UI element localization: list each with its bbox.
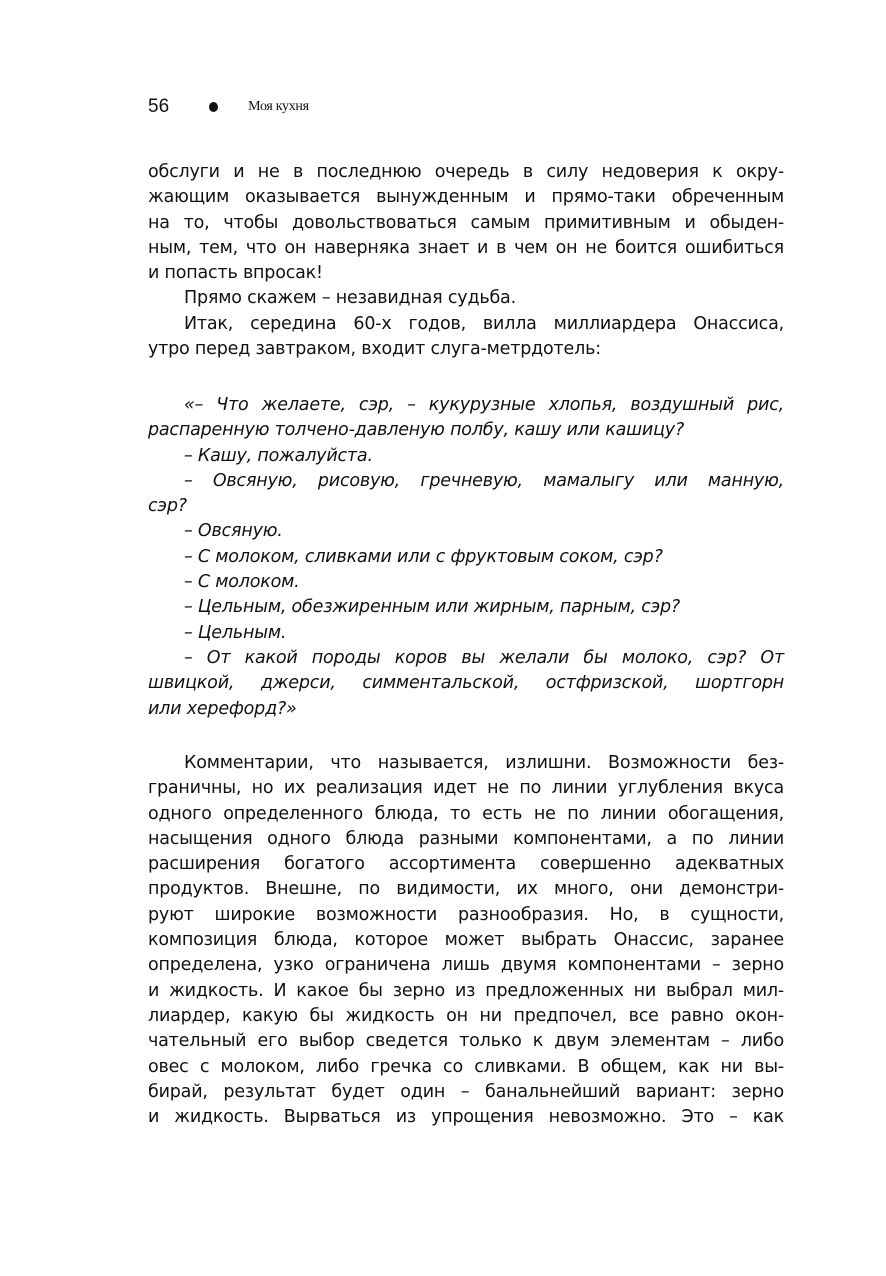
quote-line: или херефорд?» <box>148 698 297 719</box>
bullet-icon <box>209 102 218 112</box>
text-line: ным, тем, что он наверняка знает и в чем он не боится ошибиться <box>148 237 784 258</box>
text-line: бирай, результат будет один – банальнейший вариант: зерно <box>148 1081 784 1102</box>
text-line: граничны, но их реализация идет не по линии углубления вкуса <box>148 778 784 799</box>
text-line: чательный его выбор сведется только к двум элементам – либо <box>148 1031 784 1052</box>
quote-line: – С молоком, сливками или с фруктовым соком, сэр? <box>184 546 663 567</box>
text-line: жающим оказывается вынужденным и прямо-таки обреченным <box>148 187 784 208</box>
quote-line: сэр? <box>148 496 187 517</box>
body-text-bottom <box>148 751 784 1130</box>
body-text-top <box>148 160 784 362</box>
quote-line: швицкой, джерси, симментальской, остфризской, шортгорн <box>148 673 784 694</box>
running-title: Моя кухня <box>248 99 309 114</box>
quote-line: – Цельным. <box>184 622 287 643</box>
quote-line: «– Что желаете, сэр, – кукурузные хлопья, воздушный рис, <box>184 395 784 415</box>
text-line: одного определенного блюда, то есть не по линии обогащения, <box>148 803 784 824</box>
page-number: 56 <box>148 96 170 117</box>
text-line: и попасть впросак! <box>148 263 323 284</box>
quote-line: – С молоком. <box>184 572 300 593</box>
text-line: Итак, середина 60-х годов, вилла миллиардера Онассиса, <box>184 313 784 334</box>
dialogue-quote <box>148 393 784 722</box>
quote-line: – Цельным, обезжиренным или жирным, парным, сэр? <box>184 597 681 618</box>
quote-line: – От какой породы коров вы желали бы молоко, сэр? От <box>184 647 784 668</box>
text-line: на то, чтобы довольствоваться самым примитивным и обыден- <box>148 212 784 233</box>
text-line: лиардер, какую бы жидкость он ни предпочел, все равно окон- <box>148 1005 784 1026</box>
text-line: обслуги и не в последнюю очередь в силу недоверия к окру- <box>148 162 784 182</box>
text-line: определена, узко ограничена лишь двумя компонентами – зерно <box>148 955 784 976</box>
text-line: насыщения одного блюда разными компонентами, а по линии <box>148 828 784 849</box>
text-line: Комментарии, что называется, излишни. Возможности без- <box>184 753 784 773</box>
text-line: и жидкость. И какое бы зерно из предложенных ни выбрал мил- <box>148 980 784 1001</box>
text-line: продуктов. Внешне, по видимости, их много, они демонстри- <box>148 879 784 900</box>
text-line: расширения богатого ассортимента совершенно адекватных <box>148 854 784 875</box>
quote-line: распаренную толчено-давленую полбу, кашу или кашицу? <box>148 420 685 441</box>
quote-line: – Овсяную, рисовую, гречневую, мамалыгу или манную, <box>184 470 784 491</box>
text-line: руют широкие возможности разнообразия. Но, в сущности, <box>148 904 784 925</box>
text-line: и жидкость. Вырваться из упрощения невозможно. Это – как <box>148 1107 784 1128</box>
text-line: композиция блюда, которое может выбрать Онассис, заранее <box>148 930 784 951</box>
quote-line: – Кашу, пожалуйста. <box>184 445 373 466</box>
running-header <box>148 96 309 118</box>
text-line: утро перед завтраком, входит слуга-метрдотель: <box>148 339 601 360</box>
text-line: Прямо скажем – незавидная судьба. <box>184 288 516 309</box>
text-line: овес с молоком, либо гречка со сливками. В общем, как ни вы- <box>148 1056 784 1077</box>
quote-line: – Овсяную. <box>184 521 283 542</box>
